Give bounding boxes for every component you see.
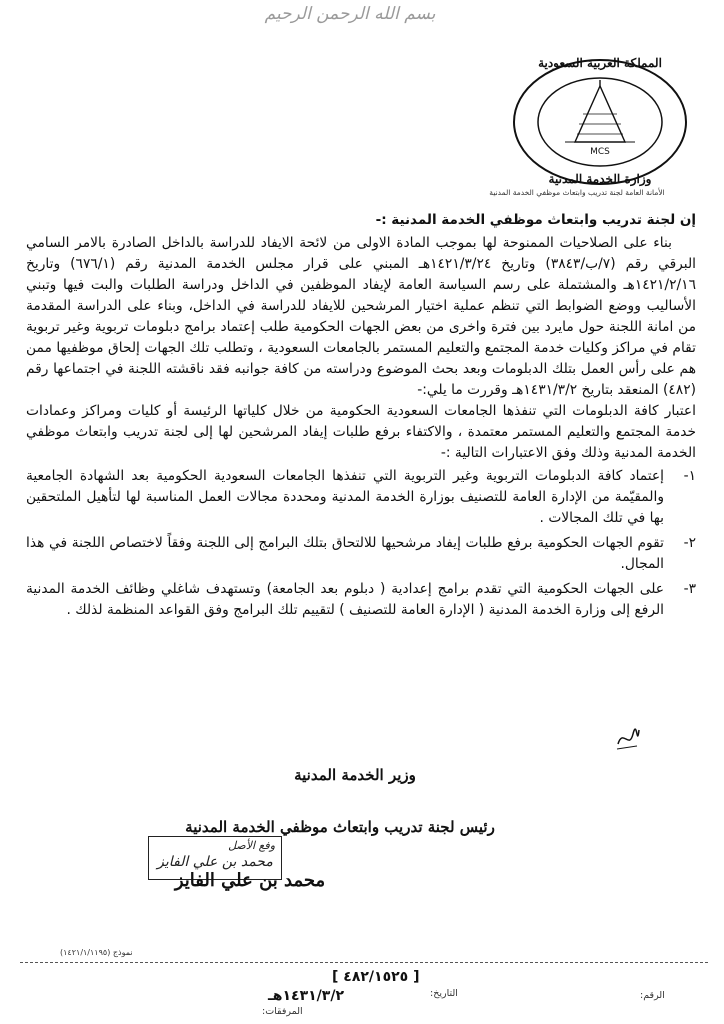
date-label: التاريخ: <box>430 988 458 999</box>
addressee: إن لجنة تدريب وابتعاث موظفي الخدمة المدنية :- <box>375 212 696 228</box>
seal-top-text: المملكة العربية السعودية <box>538 56 662 70</box>
chairman-title: رئيس لجنة تدريب وابتعاث موظفي الخدمة المدنية <box>185 818 495 836</box>
attachments-label: المرفقات: <box>262 1006 303 1017</box>
list-item <box>26 579 696 621</box>
item-text: تقوم الجهات الحكومية برفع طلبات إيفاد مرشحيها للالتحاق بتلك البرامج إلى اللجنة وفقاً لاختصاص اللجنة في هذا المجال. <box>26 535 664 572</box>
seal-subtitle: الأمانة العامة لجنة تدريب وابتعاث موظفي الخدمة المدنية <box>489 188 665 197</box>
date-value: ١٤٣١/٣/٢هـ <box>268 988 344 1004</box>
seal-emblem <box>505 50 695 190</box>
list-item <box>26 533 696 575</box>
minister-title: وزير الخدمة المدنية <box>294 766 416 784</box>
considerations-list <box>26 466 696 621</box>
stamp-name: محمد بن علي الفايز <box>157 854 273 870</box>
ref-number: [ ٤٨٢/١٥٢٥ ] <box>332 969 420 985</box>
item-number: ٢- <box>683 535 696 551</box>
seal-bottom-text: وزارة الخدمة المدنية <box>548 172 652 186</box>
item-text: إعتماد كافة الدبلومات التربوية وغير التربوية التي تنفذها الجامعات السعودية الحكومية بعد الشهادة الجامعية والمقيّمة من الإدارة العامة للتصنيف بوزارة الخدمة المدنية ومحددة مجالات العمل المناسبة لها لتأهيل الملتحقين بها في تلك المجالات . <box>26 468 664 526</box>
form-code: نموذج (١٤٢١/١/١١٩٥) <box>60 948 133 957</box>
item-text: على الجهات الحكومية التي تقدم برامج إعدادية ( دبلوم بعد الجامعة) وتستهدف شاغلي وظائف الخدمة المدنية الرفع إلى وزارة الخدمة المدنية ( الإدارة العامة للتصنيف ) لتقييم تلك البرامج وفق القواعد المنظمة لذلك . <box>26 581 664 618</box>
ref-label: الرقم: <box>640 990 665 1001</box>
initials-scribble <box>615 722 641 754</box>
stamp-label: وفع الأصل <box>228 839 275 852</box>
footer-divider <box>20 962 708 963</box>
item-number: ١- <box>683 468 696 484</box>
seal-mark: MCS <box>590 147 610 157</box>
paragraph-intro: بناء على الصلاحيات الممنوحة لها بموجب المادة الاولى من لائحة الايفاد للدراسة بالداخل الصادرة بالامر السامي البرقي رقم (٧/ب/٣٨٤٣) وتاريخ ١٤٢١/٣/٢٤هـ المبني على قرار مجلس الخدمة المدنية رقم (٦٧٦/١) وتاريخ ١٤٢١/٢/١٦هـ والمشتملة على رسم السياسة العامة لإيفاد الموظفين في الداخل ودراسة الطلبات والبت فيها وتبني الأساليب ووضع الضوابط التي تنظم عملية اختيار المرشحين للايفاد للدراسة في الداخل، وبناء على الدراسة المقدمة من امانة اللجنة حول مايرد بين فترة واخرى من بعض الجهات الحكومية طلب إعتماد برامج دبلومات تربوية وغير تربوية تقام في مراكز وكليات خدمة المجتمع والتعليم المستمر بالجامعات السعودية ، وتطلب تلك الجهات إلحاق موظفيها ممن هم على رأس العمل بتلك الدبلومات وبعد بحث الموضوع ودراسته من كافة جوانبه فقد ناقشته اللجنة في اجتماعها رقم (٤٨٢) المنعقد بتاريخ ١٤٣١/٣/٢هـ وقررت ما يلي:- <box>26 235 696 398</box>
item-number: ٣- <box>683 581 696 597</box>
signatory-name: محمد بن علي الفايز <box>174 870 326 891</box>
letter-body <box>26 210 696 625</box>
ministry-seal <box>505 50 695 186</box>
paragraph-decision: اعتبار كافة الدبلومات التي تنفذها الجامعات السعودية الحكومية من خلال كلياتها الرئيسة أو كليات ومراكز وعمادات خدمة المجتمع والتعليم المستمر معتمدة ، والاكتفاء برفع طلبات إيفاد المرشحين لها إلى لجنة تدريب وابتعاث موظفي الخدمة المدنية وذلك وفق الاعتبارات التالية :- <box>26 403 696 461</box>
basmala: بسم الله الرحمن الرحيم <box>264 4 436 24</box>
list-item <box>26 466 696 529</box>
